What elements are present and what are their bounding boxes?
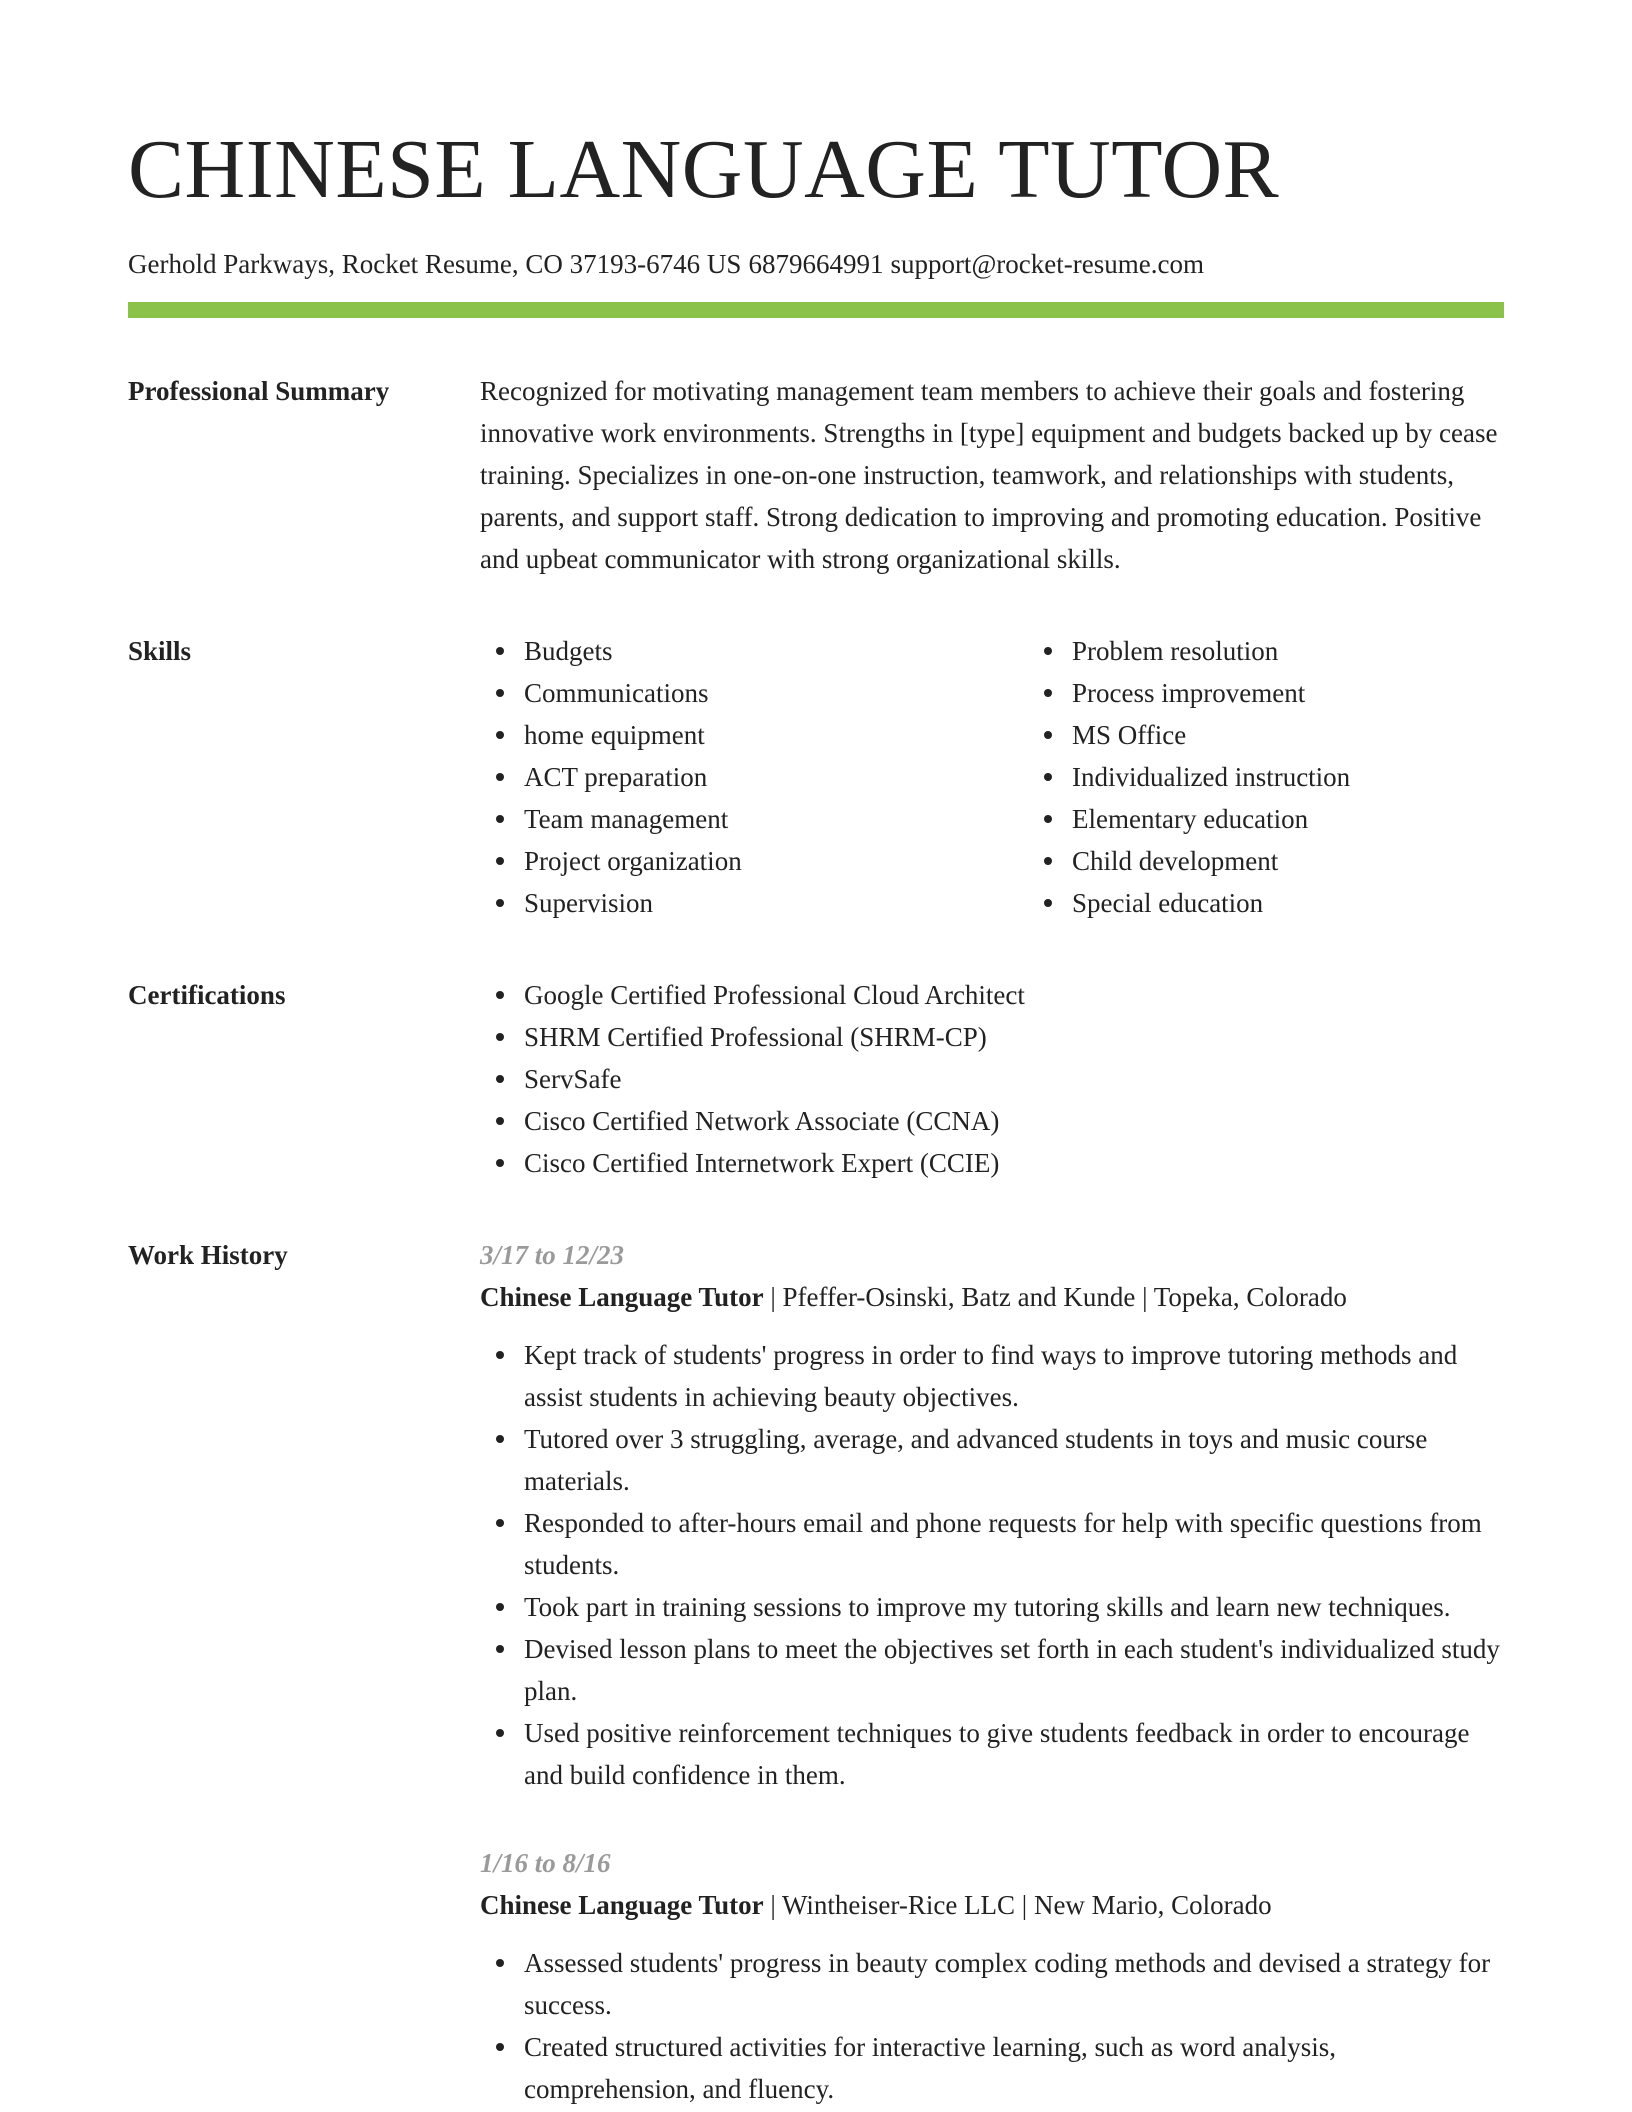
- contact-phone: 6879664991: [748, 249, 884, 279]
- job-bullets: [480, 1942, 1504, 2110]
- candidate-name: CHINESE LANGUAGE TUTOR: [128, 123, 1280, 216]
- skill-item: Child development: [1072, 840, 1576, 882]
- header-divider: [128, 302, 1504, 318]
- job-company: Pfeffer-Osinski, Batz and Kunde: [782, 1282, 1136, 1312]
- job-entry: [480, 1234, 1504, 1796]
- certification-item: Cisco Certified Internetwork Expert (CCIE): [524, 1142, 1504, 1184]
- skill-item: Budgets: [524, 630, 1028, 672]
- job-bullet: Created structured activities for interactive learning, such as word analysis, comprehension, and fluency.: [524, 2026, 1504, 2110]
- skills-label: Skills: [128, 636, 192, 666]
- skill-item: Process improvement: [1072, 672, 1576, 714]
- job-bullet: Kept track of students' progress in order to find ways to improve tutoring methods and assist students in achieving beauty objectives.: [524, 1334, 1504, 1418]
- skills-section: [128, 630, 1504, 924]
- certification-item: ServSafe: [524, 1058, 1504, 1100]
- job-title: Chinese Language Tutor: [480, 1890, 764, 1920]
- contact-address: Gerhold Parkways, Rocket Resume, CO 37193-6746 US: [128, 249, 742, 279]
- job-location: Topeka, Colorado: [1153, 1282, 1347, 1312]
- resume-page: [128, 0, 1504, 2110]
- skills-list-right: [1028, 630, 1576, 924]
- job-company: Wintheiser-Rice LLC: [782, 1890, 1016, 1920]
- summary-text: Recognized for motivating management team members to achieve their goals and fostering innovative work environments. Strengths in [type] equipment and budgets backed up by cease training. Specializes in one-on-one instruction, teamwork, and relationships with students, parents, and support staff. Strong dedication to improving and promoting education. Positive and upbeat communicator with strong organizational skills.: [480, 376, 1498, 574]
- skill-item: Project organization: [524, 840, 1028, 882]
- job-bullet: Assessed students' progress in beauty complex coding methods and devised a strategy for success.: [524, 1942, 1504, 2026]
- job-heading: Chinese Language Tutor | Pfeffer-Osinski, Batz and Kunde | Topeka, Colorado: [480, 1282, 1347, 1312]
- job-location: New Mario, Colorado: [1033, 1890, 1272, 1920]
- contact-line: [128, 246, 1504, 282]
- skill-item: Supervision: [524, 882, 1028, 924]
- job-bullets: [480, 1334, 1504, 1796]
- job-heading: Chinese Language Tutor | Wintheiser-Rice LLC | New Mario, Colorado: [480, 1890, 1272, 1920]
- certification-item: SHRM Certified Professional (SHRM-CP): [524, 1016, 1504, 1058]
- certification-item: Cisco Certified Network Associate (CCNA): [524, 1100, 1504, 1142]
- certifications-label: Certifications: [128, 980, 286, 1010]
- skill-item: Problem resolution: [1072, 630, 1576, 672]
- skill-item: ACT preparation: [524, 756, 1028, 798]
- skill-item: Individualized instruction: [1072, 756, 1576, 798]
- job-dates: 3/17 to 12/23: [480, 1240, 625, 1270]
- skill-item: Communications: [524, 672, 1028, 714]
- skill-item: Elementary education: [1072, 798, 1576, 840]
- job-bullet: Devised lesson plans to meet the objectives set forth in each student's individualized study plan.: [524, 1628, 1504, 1712]
- certifications-section: [128, 974, 1504, 1184]
- work-history-label: Work History: [128, 1240, 288, 1270]
- job-entry: [480, 1842, 1504, 2110]
- job-dates: 1/16 to 8/16: [480, 1848, 611, 1878]
- skill-item: home equipment: [524, 714, 1028, 756]
- certifications-list: [480, 974, 1504, 1184]
- job-bullet: Used positive reinforcement techniques to give students feedback in order to encourage and build confidence in them.: [524, 1712, 1504, 1796]
- summary-section: [128, 370, 1504, 580]
- job-bullet: Responded to after-hours email and phone requests for help with specific questions from students.: [524, 1502, 1504, 1586]
- skill-item: MS Office: [1072, 714, 1576, 756]
- job-bullet: Took part in training sessions to improve my tutoring skills and learn new techniques.: [524, 1586, 1504, 1628]
- skill-item: Team management: [524, 798, 1028, 840]
- certification-item: Google Certified Professional Cloud Architect: [524, 974, 1504, 1016]
- contact-email: support@rocket-resume.com: [890, 249, 1204, 279]
- skills-list-left: [480, 630, 1028, 924]
- summary-label: Professional Summary: [128, 376, 390, 406]
- skill-item: Special education: [1072, 882, 1576, 924]
- job-bullet: Tutored over 3 struggling, average, and advanced students in toys and music course materials.: [524, 1418, 1504, 1502]
- job-title: Chinese Language Tutor: [480, 1282, 764, 1312]
- work-history-section: [128, 1234, 1504, 2110]
